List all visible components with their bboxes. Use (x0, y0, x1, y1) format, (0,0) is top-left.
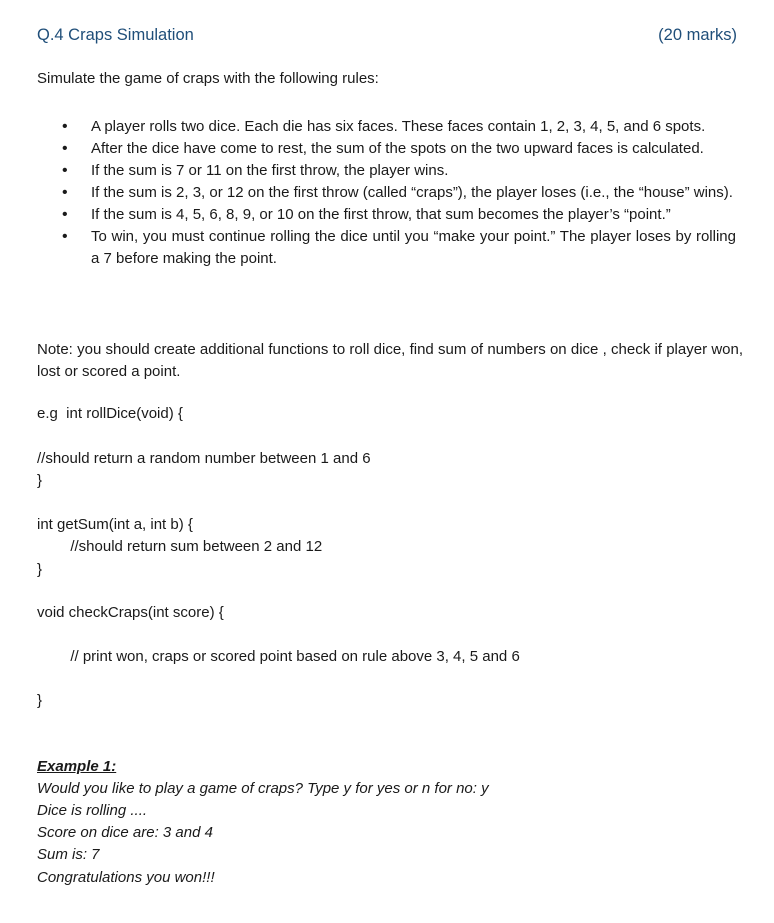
rule-item (62, 182, 736, 204)
example-output-line: Congratulations you won!!! (37, 869, 215, 886)
code-line: //should return a random number between 1 and 6 (37, 450, 371, 467)
rule-item (62, 116, 736, 138)
code-line: } (37, 692, 43, 709)
example-heading: Example 1: (37, 758, 117, 775)
rule-item (62, 138, 736, 160)
code-line: e.g int rollDice(void) { (37, 405, 183, 422)
rule-text: If the sum is 4, 5, 6, 8, 9, or 10 on the first throw, that sum becomes the player’s “point.” (91, 206, 671, 223)
rule-text: A player rolls two dice. Each die has six faces. These faces contain 1, 2, 3, 4, 5, and 6 spots. (91, 118, 706, 135)
code-line: //should return sum between 2 and 12 (37, 538, 323, 555)
rule-item (62, 226, 736, 270)
code-line: } (37, 472, 43, 489)
question-title: Q.4 Craps Simulation (37, 26, 194, 44)
bullet-icon: • (62, 228, 68, 245)
bullet-icon: • (62, 140, 68, 157)
bullet-icon: • (62, 206, 68, 223)
bullet-icon: • (62, 162, 68, 179)
bullet-icon: • (62, 118, 68, 135)
example-output-line: Would you like to play a game of craps? Type y for yes or n for no: y (37, 780, 489, 797)
rule-text: To win, you must continue rolling the dice until you “make your point.” The player loses by rolling a 7 before making the point. (91, 228, 736, 267)
question-marks: (20 marks) (658, 26, 737, 44)
rule-text: If the sum is 2, 3, or 12 on the first throw (called “craps”), the player loses (i.e., the “house” wins). (91, 184, 733, 201)
rule-text: After the dice have come to rest, the sum of the spots on the two upward faces is calculated. (91, 140, 704, 157)
rule-item (62, 160, 736, 182)
code-line: void checkCraps(int score) { (37, 604, 224, 621)
example-output-line: Score on dice are: 3 and 4 (37, 824, 213, 841)
code-line: // print won, craps or scored point based on rule above 3, 4, 5 and 6 (37, 648, 520, 665)
note-text: Note: you should create additional functions to roll dice, find sum of numbers on dice , check if player won, lost or scored a point. (37, 341, 743, 380)
rules-list (62, 116, 736, 270)
code-line: } (37, 561, 43, 578)
rule-item (62, 204, 736, 226)
example-output-line: Dice is rolling .... (37, 802, 148, 819)
example-output-line: Sum is: 7 (37, 846, 100, 863)
bullet-icon: • (62, 184, 68, 201)
intro-text: Simulate the game of craps with the following rules: (37, 70, 379, 87)
code-line: int getSum(int a, int b) { (37, 516, 193, 533)
rule-text: If the sum is 7 or 11 on the first throw, the player wins. (91, 162, 449, 179)
